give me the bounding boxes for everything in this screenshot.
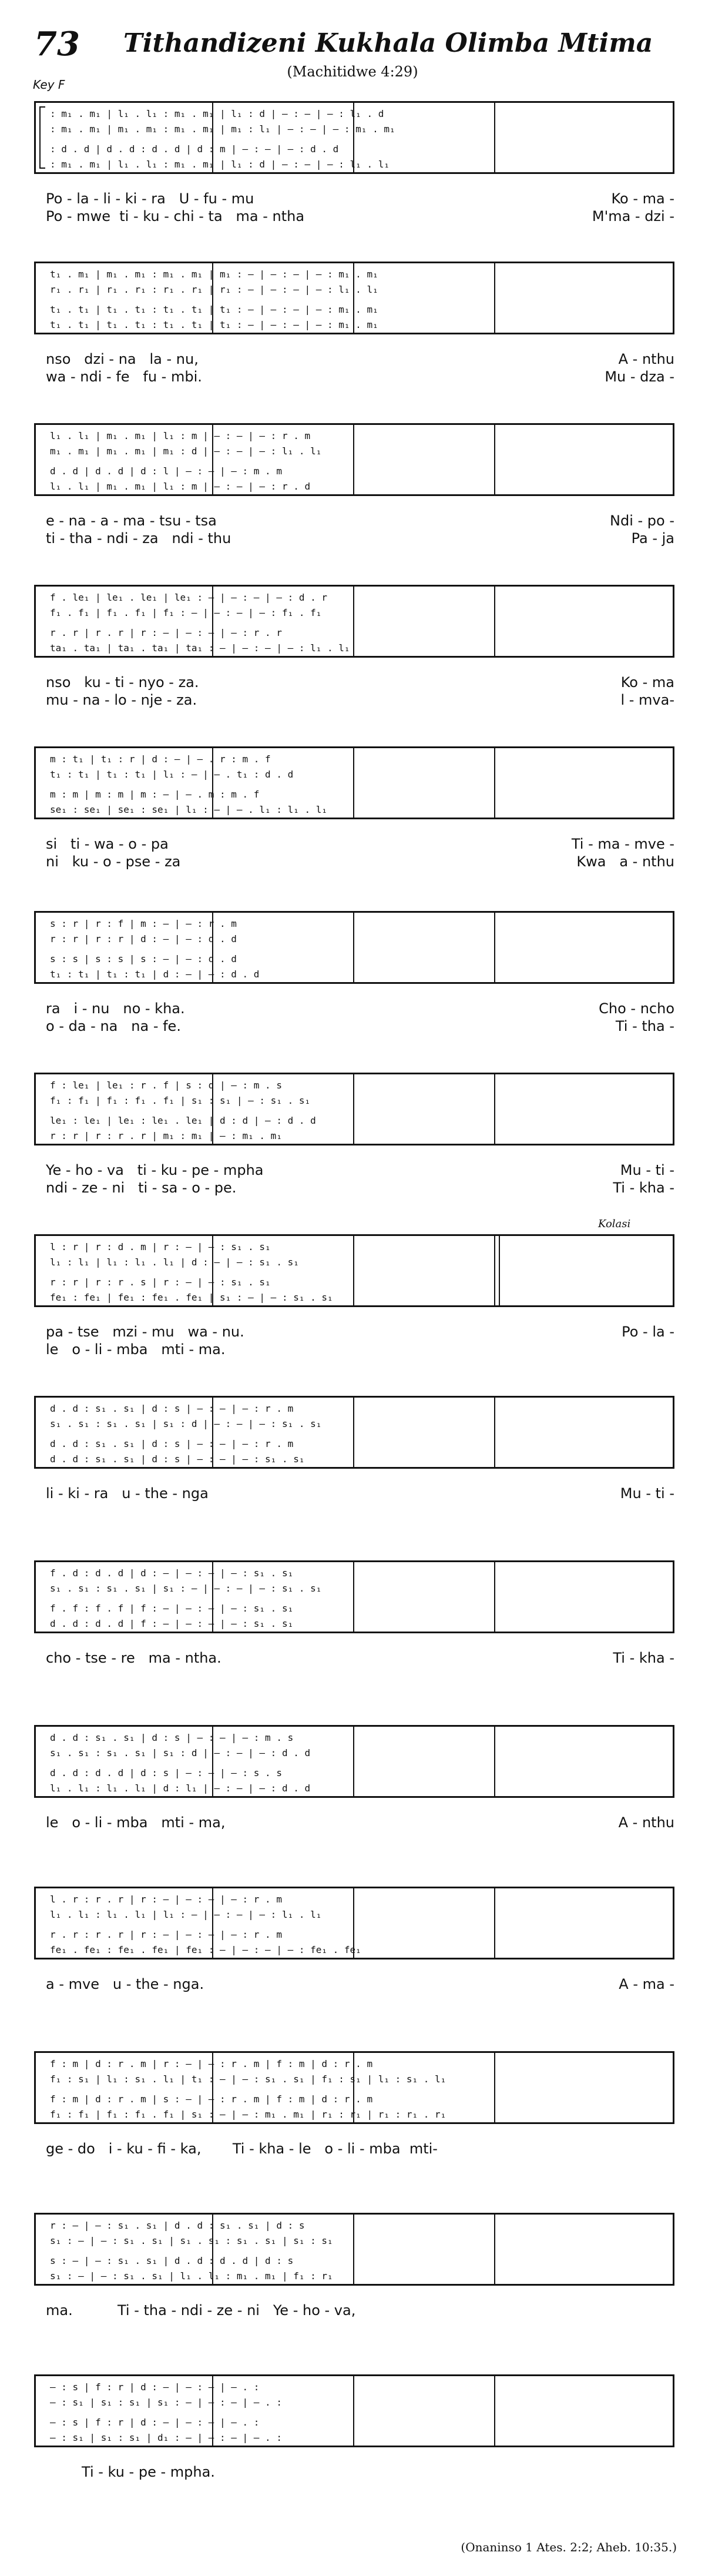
voice-line: t₁ . m₁ | m₁ . m₁ : m₁ . m₁ | m₁ : — | — : — | — : m₁ . m₁ (50, 269, 378, 280)
staff-box (34, 2051, 674, 2124)
lyric-line: le o - li - mba mti - ma, (46, 1814, 226, 1831)
lyric-pickup: Mu - ti - (620, 1162, 674, 1178)
voice-line: t₁ : t₁ | t₁ : t₁ | l₁ : — | — . t₁ : d . d (50, 769, 294, 780)
bar-line (494, 1236, 495, 1305)
voice-line: — : s | f : r | d : — | — : — | — . : (50, 2417, 260, 2428)
bar-line (353, 2376, 354, 2446)
music-system (34, 2213, 674, 2348)
voice-line: r : — | — : s₁ . s₁ | d . d : s₁ . s₁ | d : s (50, 2220, 305, 2231)
lyric-pickup: Ko - ma - (611, 190, 674, 207)
voice-line: d . d : s₁ . s₁ | d : s | — : — | — : r . m (50, 1403, 294, 1414)
music-system (34, 1560, 674, 1696)
staff-box (34, 746, 674, 819)
bar-line (494, 2215, 495, 2284)
bar-line (353, 1727, 354, 1796)
lyric-line: ra i - nu no - kha. (46, 1000, 185, 1017)
bar-line (494, 103, 495, 172)
lyric-pickup: Ti - kha - (613, 1180, 674, 1196)
lyric-pickup: A - nthu (618, 1814, 674, 1831)
staff-box (34, 2374, 674, 2447)
lyric-pickup: Po - la - (622, 1324, 674, 1340)
voice-line: f : m | d : r . m | r : — | — : r . m | f : m | d : r . m (50, 2058, 373, 2069)
hymn-title: Tithandizeni Kukhala Olimba Mtima (123, 28, 653, 58)
music-system (34, 262, 674, 397)
lyric-line: ni ku - o - pse - za (46, 853, 181, 870)
bar-line (353, 1236, 354, 1305)
music-system (34, 746, 674, 882)
lyric-line: wa - ndi - fe fu - mbi. (46, 369, 202, 385)
voice-line: m₁ . m₁ | m₁ . m₁ | m₁ : d | — : — | — : l₁ . l₁ (50, 445, 322, 457)
voice-line: d . d | d . d | d : l | — : — | — : m . m (50, 465, 282, 477)
voice-line: s₁ . s₁ : s₁ . s₁ | s₁ : — | — : — | — : s₁ . s₁ (50, 1583, 322, 1594)
voice-line: d . d : d . d | f : — | — : — | — : s₁ . s₁ (50, 1618, 294, 1629)
voice-line: r . r : r . r | r : — | — : — | — : r . m (50, 1929, 282, 1940)
voice-line: l₁ . l₁ : l₁ . l₁ | d : l₁ | — : — | — : d . d (50, 1783, 311, 1794)
voice-line: r : r | r : r . r | m₁ : m₁ | — : m₁ . m₁ (50, 1130, 282, 1141)
staff-box (34, 585, 674, 658)
music-system (34, 1887, 674, 2022)
voice-line: d . d : s₁ . s₁ | d : s | — : — | — : m . s (50, 1732, 294, 1743)
voice-line: s₁ : — | — : s₁ . s₁ | l₁ . l₁ : m₁ . m₁ | f₁ : r₁ (50, 2270, 333, 2282)
voice-line: le₁ : le₁ | le₁ : le₁ . le₁ | d : d | — : d . d (50, 1115, 316, 1126)
music-system (34, 101, 674, 236)
lyric-pickup: Ti - ma - mve - (571, 836, 674, 852)
lyric-line: pa - tse mzi - mu wa - nu. (46, 1324, 244, 1340)
music-system (34, 1725, 674, 1860)
music-system (34, 2374, 674, 2510)
voice-line: m : t₁ | t₁ : r | d : — | — . r : m . f (50, 753, 271, 765)
bar-line (494, 1398, 495, 1467)
staff-box (34, 423, 674, 496)
bar-line (353, 1074, 354, 1144)
scripture-reference: (Machitidwe 4:29) (287, 63, 418, 80)
music-system (34, 1396, 674, 1531)
lyric-line: e - na - a - ma - tsu - tsa (46, 512, 217, 529)
staff-box (34, 1234, 674, 1307)
bar-line (353, 913, 354, 982)
voice-line: r : r | r : r . s | r : — | — : s₁ . s₁ (50, 1277, 271, 1288)
staff-box (34, 262, 674, 334)
voice-line: d . d : d . d | d : s | — : — | — : s . s (50, 1767, 282, 1778)
lyric-pickup: A - ma - (619, 1976, 674, 1992)
lyric-line: a - mve u - the - nga. (46, 1976, 204, 1992)
key-signature: Key F (33, 78, 65, 92)
voice-line: fe₁ . fe₁ : fe₁ . fe₁ | fe₁ : — | — : — | — : fe₁ . fe₁ (50, 1944, 361, 1955)
bar-line (494, 2376, 495, 2446)
music-system (34, 2051, 674, 2186)
voice-line: fe₁ : fe₁ | fe₁ : fe₁ . fe₁ | s₁ : — | — : s₁ . s₁ (50, 1292, 333, 1303)
lyric-line: si ti - wa - o - pa (46, 836, 169, 852)
hymn-number: 73 (34, 25, 80, 63)
voice-line: l₁ : l₁ | l₁ : l₁ . l₁ | d : — | — : s₁ . s₁ (50, 1257, 299, 1268)
voice-line: : m₁ . m₁ | m₁ . m₁ : m₁ . m₁ | m₁ : l₁ | — : — | — : m₁ . m₁ (50, 123, 395, 135)
voice-line: d . d : s₁ . s₁ | d : s | — : — | — : s₁ . s₁ (50, 1453, 305, 1465)
voice-line: : m₁ . m₁ | l₁ . l₁ : m₁ . m₁ | l₁ : d | — : — | — : l₁ . l₁ (50, 159, 390, 170)
voice-line: f₁ : f₁ | f₁ : f₁ . f₁ | s₁ : s₁ | — : s₁ . s₁ (50, 1095, 311, 1106)
lyric-pickup: Ti - tha - (615, 1018, 674, 1034)
voice-line: f . le₁ | le₁ . le₁ | le₁ : — | — : — | — : d . r (50, 592, 328, 603)
lyric-pickup: Ti - kha - (613, 1650, 674, 1666)
voice-line: s : — | — : s₁ . s₁ | d . d : d . d | d : s (50, 2255, 294, 2266)
lyric-pickup: Mu - ti - (620, 1485, 674, 1502)
bar-line (353, 1562, 354, 1632)
voice-line: s : s | s : s | s : — | — : d . d (50, 953, 237, 964)
staff-box (34, 101, 674, 174)
voice-line: l₁ . l₁ : l₁ . l₁ | l₁ : — | — : — | — : l₁ . l₁ (50, 1909, 322, 1920)
staff-brace (39, 106, 45, 169)
bar-line (494, 913, 495, 982)
voice-line: m : m | m : m | m : — | — . m : m . f (50, 789, 260, 800)
voice-line: f₁ : f₁ | f₁ : f₁ . f₁ | s₁ : — | — : m₁ . m₁ | r₁ : r₁ | r₁ : r₁ . r₁ (50, 2109, 446, 2120)
staff-box (34, 1560, 674, 1633)
music-system (34, 1073, 674, 1208)
bar-line (494, 1074, 495, 1144)
staff-box (34, 1725, 674, 1798)
staff-box (34, 1887, 674, 1959)
lyric-pickup: Mu - dza - (605, 369, 674, 385)
voice-line: r . r | r . r | r : — | — : — | — : r . r (50, 627, 282, 638)
voice-line: d . d : s₁ . s₁ | d : s | — : — | — : r . m (50, 1438, 294, 1449)
staff-box (34, 911, 674, 984)
voice-line: : m₁ . m₁ | l₁ . l₁ : m₁ . m₁ | l₁ : d | — : — | — : l₁ . d (50, 108, 384, 119)
voice-line: t₁ . t₁ | t₁ . t₁ : t₁ . t₁ | t₁ : — | — : — | — : m₁ . m₁ (50, 319, 378, 330)
voice-line: s₁ . s₁ : s₁ . s₁ | s₁ : d | — : — | — : d . d (50, 1747, 311, 1758)
voice-line: l . r : r . r | r : — | — : — | — : r . m (50, 1894, 282, 1905)
lyric-line: cho - tse - re ma - ntha. (46, 1650, 221, 1666)
lyric-line: ge - do i - ku - fi - ka, Ti - kha - le o - li - mba mti- (46, 2140, 438, 2157)
lyric-pickup: M'ma - dzi - (592, 208, 674, 225)
lyric-line: o - da - na na - fe. (46, 1018, 181, 1034)
lyric-line: ti - tha - ndi - za ndi - thu (46, 530, 231, 547)
lyric-pickup: Pa - ja (631, 530, 674, 547)
voice-line: — : s | f : r | d : — | — : — | — . : (50, 2381, 260, 2393)
lyric-line: mu - na - lo - nje - za. (46, 692, 197, 708)
bar-line (494, 587, 495, 656)
voice-line: f₁ : s₁ | l₁ : s₁ . l₁ | t₁ : — | — : s₁ . s₁ | f₁ : s₁ | l₁ : s₁ . l₁ (50, 2073, 446, 2085)
staff-box (34, 1396, 674, 1469)
lyric-line: nso ku - ti - nyo - za. (46, 674, 199, 691)
voice-line: — : s₁ | s₁ : s₁ | s₁ : — | — : — | — . : (50, 2397, 282, 2408)
lyric-pickup: Ndi - po - (610, 512, 674, 529)
lyric-line: Po - mwe ti - ku - chi - ta ma - ntha (46, 208, 305, 225)
voice-line: f . d : d . d | d : — | — : — | — : s₁ . s₁ (50, 1567, 294, 1579)
voice-line: r : r | r : r | d : — | — : d . d (50, 933, 237, 944)
music-system (34, 585, 674, 720)
voice-line: l : r | r : d . m | r : — | — : s₁ . s₁ (50, 1241, 271, 1252)
bar-line (494, 425, 495, 494)
lyric-line: Po - la - li - ki - ra U - fu - mu (46, 190, 254, 207)
bar-line (353, 1398, 354, 1467)
voice-line: : d . d | d . d : d . d | d : m | — : — | — : d . d (50, 143, 339, 155)
music-system (34, 423, 674, 558)
voice-line: s₁ . s₁ : s₁ . s₁ | s₁ : d | — : — | — : s₁ . s₁ (50, 1418, 322, 1429)
lyric-pickup: A - nthu (618, 351, 674, 367)
footer-reference: (Onaninso 1 Ates. 2:2; Aheb. 10:35.) (461, 2540, 677, 2554)
bar-line (353, 587, 354, 656)
lyric-line: Ye - ho - va ti - ku - pe - mpha (46, 1162, 264, 1178)
bar-line (353, 748, 354, 818)
staff-box (34, 1073, 674, 1145)
lyric-pickup: Cho - ncho (599, 1000, 674, 1017)
lyric-pickup: Kwa a - nthu (576, 853, 674, 870)
lyric-line: ndi - ze - ni ti - sa - o - pe. (46, 1180, 237, 1196)
voice-line: s : r | r : f | m : — | — : r . m (50, 918, 237, 929)
voice-line: t₁ : t₁ | t₁ : t₁ | d : — | — : d . d (50, 969, 260, 980)
lyric-line: nso dzi - na la - nu, (46, 351, 199, 367)
bar-line (353, 2215, 354, 2284)
bar-line (494, 263, 495, 333)
lyric-pickup: Ko - ma (620, 674, 674, 691)
voice-line: r₁ . r₁ | r₁ . r₁ : r₁ . r₁ | r₁ : — | — : — | — : l₁ . l₁ (50, 284, 378, 295)
voice-line: f . f : f . f | f : — | — : — | — : s₁ . s₁ (50, 1603, 294, 1614)
lyric-line: le o - li - mba mti - ma. (46, 1341, 226, 1358)
voice-line: f : le₁ | le₁ : r . f | s : d | — : m . s (50, 1080, 282, 1091)
bar-line (494, 748, 495, 818)
voice-line: — : s₁ | s₁ : s₁ | d₁ : — | — : — | — . : (50, 2432, 282, 2443)
lyric-line: ma. Ti - tha - ndi - ze - ni Ye - ho - va, (46, 2302, 356, 2319)
section-label: Kolasi (598, 1218, 631, 1230)
bar-line (494, 2053, 495, 2122)
staff-box (34, 2213, 674, 2286)
voice-line: f₁ . f₁ | f₁ . f₁ | f₁ : — | — : — | — : f₁ . f₁ (50, 607, 322, 618)
voice-line: s₁ : — | — : s₁ . s₁ | s₁ . s₁ : s₁ . s₁ | s₁ : s₁ (50, 2235, 333, 2246)
bar-line (494, 1888, 495, 1958)
music-system (34, 911, 674, 1046)
voice-line: l₁ . l₁ | m₁ . m₁ | l₁ : m | — : — | — : r . m (50, 430, 311, 441)
music-system (34, 1218, 674, 1369)
lyric-line: li - ki - ra u - the - nga (46, 1485, 209, 1502)
lyric-line: Ti - ku - pe - mpha. (46, 2464, 215, 2480)
lyric-pickup: l - mva- (620, 692, 674, 708)
bar-line (353, 425, 354, 494)
voice-line: f : m | d : r . m | s : — | — : r . m | f : m | d : r . m (50, 2093, 373, 2105)
voice-line: ta₁ . ta₁ | ta₁ . ta₁ | ta₁ : — | — : — | — : l₁ . l₁ (50, 642, 350, 654)
voice-line: t₁ . t₁ | t₁ . t₁ : t₁ . t₁ | t₁ : — | — : — | — : m₁ . m₁ (50, 304, 378, 315)
voice-line: l₁ . l₁ | m₁ . m₁ | l₁ : m | — : — | — : r . d (50, 481, 311, 492)
bar-line (494, 1727, 495, 1796)
voice-line: se₁ : se₁ | se₁ : se₁ | l₁ : — | — . l₁ : l₁ . l₁ (50, 804, 328, 815)
bar-line (494, 1562, 495, 1632)
